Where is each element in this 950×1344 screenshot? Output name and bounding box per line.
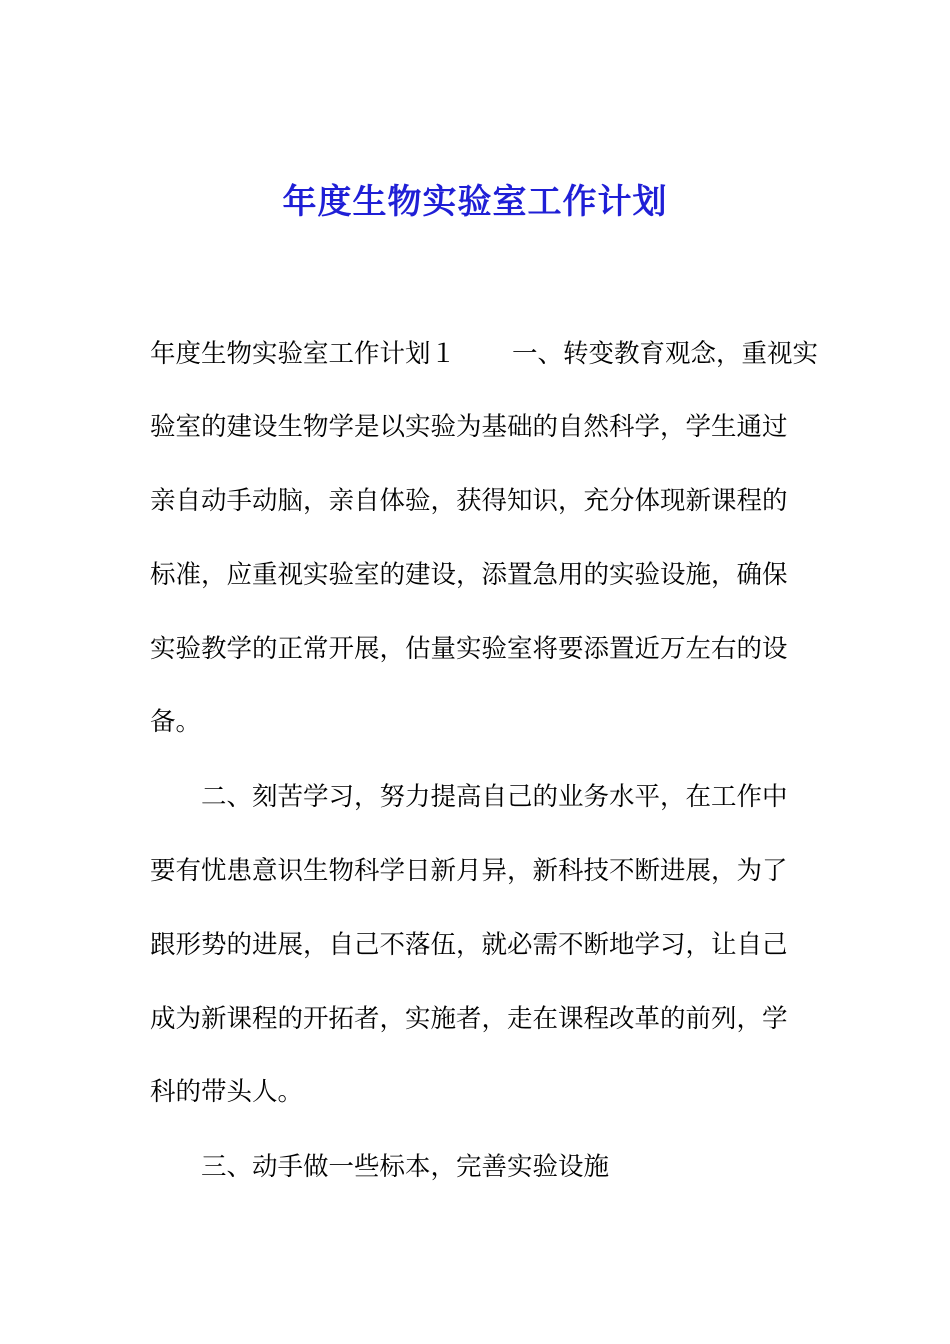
document-title: 年度生物实验室工作计划: [282, 182, 668, 222]
body-line: 实验教学的正常开展，估量实验室将要添置近万左右的设: [150, 634, 788, 664]
body-line: 跟形势的进展，自己不落伍，就必需不断地学习，让自己: [150, 930, 788, 960]
body-line: 验室的建设生物学是以实验为基础的自然科学，学生通过: [150, 412, 788, 442]
body-text: 一、转变教育观念，重视实: [512, 339, 819, 369]
body-line: 科的带头人。: [150, 1077, 304, 1107]
body-line: 要有忧患意识生物科学日新月异，新科技不断进展，为了: [150, 856, 788, 886]
paragraph-start-line: 二、刻苦学习，努力提高自己的业务水平，在工作中: [201, 782, 788, 812]
body-line: 亲自动手动脑，亲自体验，获得知识，充分体现新课程的: [150, 486, 788, 516]
body-line: [150, 336, 819, 372]
section-heading-text: 年度生物实验室工作计划１: [150, 339, 457, 369]
body-line: 成为新课程的开拓者，实施者，走在课程改革的前列，学: [150, 1004, 788, 1034]
paragraph-start-line: 三、动手做一些标本，完善实验设施: [201, 1152, 610, 1182]
body-line: 标准，应重视实验室的建设，添置急用的实验设施，确保: [150, 560, 788, 590]
body-line: 备。: [150, 707, 202, 737]
